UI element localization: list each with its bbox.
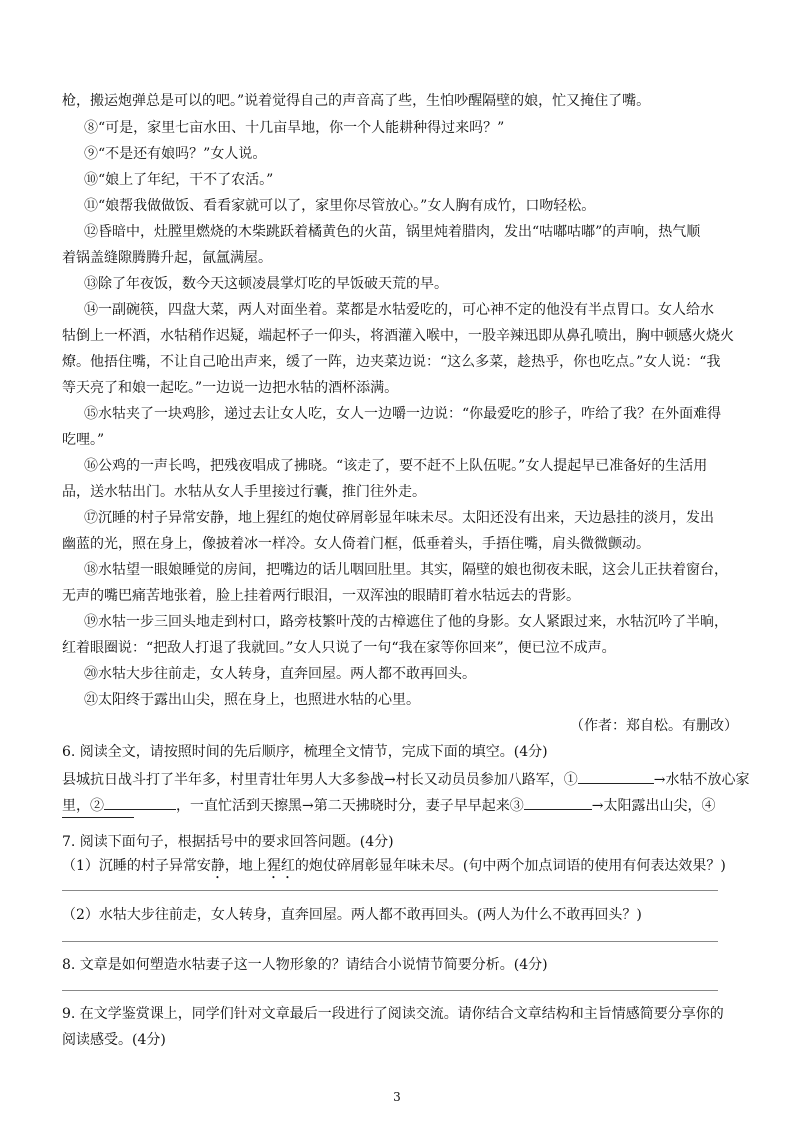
story-line: ⑪“娘帮我做做饭、看看家就可以了，家里你尽管放心。”女人胸有成竹，口吻轻松。 [84,198,596,214]
question-6-line-2 [62,795,715,815]
question-6-line-1 [62,769,749,789]
answer-line-q8[interactable] [62,990,718,991]
story-line: ⑮水牯夹了一块鸡胗，递过去让女人吃，女人一边嚼一边说：“你最爱吃的胗子，咋给了我？在外面难得 [84,406,722,422]
story-line: ⑧“可是，家里七亩水田、十几亩旱地，你一个人能耕种得过来吗？” [84,120,505,136]
story-line: ⑭一副碗筷，四盘大菜，两人对面坐着。菜都是水牯爱吃的，可心神不定的他没有半点胃口。女人给水 [84,302,714,318]
answer-blank-2[interactable] [104,795,176,810]
story-line: ⑳水牯大步往前走，女人转身，直奔回屋。两人都不敢再回头。 [84,666,476,682]
question-7-text: 的炮仗碎屑彰显年味未尽。(句中两个加点词语的使用有何表达效果？) [294,858,726,874]
page-number: 3 [393,1090,401,1104]
author-note: （作者：郑自松。有删改） [570,718,738,734]
story-line: ⑨“不是还有娘吗？”女人说。 [84,146,267,162]
answer-line-q7-1[interactable] [62,890,718,891]
story-line: ⑩“娘上了年纪，干不了农活。” [84,172,274,188]
question-7-text: ，地上 [224,858,267,874]
question-6-text: 县城抗日战斗打了半年多，村里青壮年男人大多参战→村长又动员员参加八路军，① [62,772,578,788]
story-line: 无声的嘴巴痛苦地张着，脸上挂着两行眼泪，一双浑浊的眼睛盯着水牯远去的背影。 [62,588,580,604]
answer-blank-1[interactable] [578,769,654,784]
answer-blank-3[interactable] [524,795,592,810]
question-7-part-2: （2）水牯大步往前走，女人转身，直奔回屋。两人都不敢再回头。(两人为什么不敢再回头？) [62,907,642,923]
story-line: ㉑太阳终于露出山尖，照在身上，也照进水牯的心里。 [84,692,420,708]
story-line: 等天亮了和娘一起吃。”一边说一边把水牯的酒杯添满。 [62,380,399,396]
story-line: ⑬除了年夜饭，数今天这顿凌晨掌灯吃的早饭破天荒的早。 [84,276,448,292]
question-8: 8. 文章是如何塑造水牯妻子这一人物形象的？请结合小说情节简要分析。(4分) [62,957,548,973]
dotted-word-1: 静 [210,858,225,874]
story-line: 枪，搬运炮弹总是可以的吧。”说着觉得自己的声音高了些，生怕吵醒隔壁的娘，忙又掩住了嘴。 [62,93,651,109]
story-line: 着锅盖缝隙腾腾升起，氤氲满屋。 [62,250,272,266]
answer-line-q7-2[interactable] [62,941,718,942]
answer-blank-4[interactable] [62,817,134,818]
question-6-title: 6. 阅读全文，请按照时间的先后顺序，梳理全文情节，完成下面的填空。(4分) [62,744,548,760]
story-line: ⑱水牯望一眼娘睡觉的房间，把嘴边的话儿咽回肚里。其实，隔壁的娘也彻夜未眠，这会儿正扶着窗台， [84,562,728,578]
story-line: 幽蓝的光，照在身上，像披着冰一样冷。女人倚着门框，低垂着头，手捂住嘴，肩头微微颤动。 [62,536,650,552]
story-line: ⑲水牯一步三回头地走到村口，路旁枝繁叶茂的古樟遮住了他的身影。女人紧跟过来，水牯沉吟了半晌， [84,614,728,630]
story-line: 牯倒上一杯酒，水牯稍作迟疑，端起杯子一仰头，将酒灌入喉中，一股辛辣迅即从鼻孔喷出，胸中顿感火烧火 [62,328,734,344]
question-6-text: ，一直忙活到天擦黑→第二天拂晓时分，妻子早早起来③ [176,798,524,814]
story-line: ⑰沉睡的村子异常安静，地上猩红的炮仗碎屑彰显年味未尽。太阳还没有出来，天边悬挂的淡月，发出 [84,510,714,526]
story-line: 吃哩。” [62,432,105,448]
question-6-text: →水牯不放心家 [653,772,750,788]
story-line: ⑯公鸡的一声长鸣，把残夜唱成了拂晓。“该走了，要不赶不上队伍呢。”女人提起早已准备好的生活用 [84,458,708,474]
dotted-word-2: 猩红 [266,858,295,874]
question-7-title: 7. 阅读下面句子，根据括号中的要求回答问题。(4分) [62,834,394,850]
story-line: 燎。他捂住嘴，不让自己呛出声来，缓了一阵，边夹菜边说：“这么多菜，趁热乎，你也吃点。”女人说：“我 [62,354,721,370]
question-9-line-2: 阅读感受。(4分) [62,1032,166,1048]
question-6-text: →太阳露出山尖，④ [591,798,716,814]
story-line: ⑫昏暗中，灶膛里燃烧的木柴跳跃着橘黄色的火苗，锅里炖着腊肉，发出“咕嘟咕嘟”的声响，热气顺 [84,224,701,240]
question-9-line-1: 9. 在文学鉴赏课上，同学们针对文章最后一段进行了阅读交流。请你结合文章结构和主旨情感简要分享你的 [62,1006,724,1022]
question-6-text: 里，② [62,798,104,814]
question-7-part-1 [62,857,726,882]
story-line: 红着眼圈说：“把敌人打退了我就回。”女人只说了一句“我在家等你回来”，便已泣不成声。 [62,640,616,656]
story-line: 品，送水牯出门。水牯从女人手里接过行囊，推门往外走。 [62,484,426,500]
question-7-text: （1）沉睡的村子异常安 [62,858,211,874]
